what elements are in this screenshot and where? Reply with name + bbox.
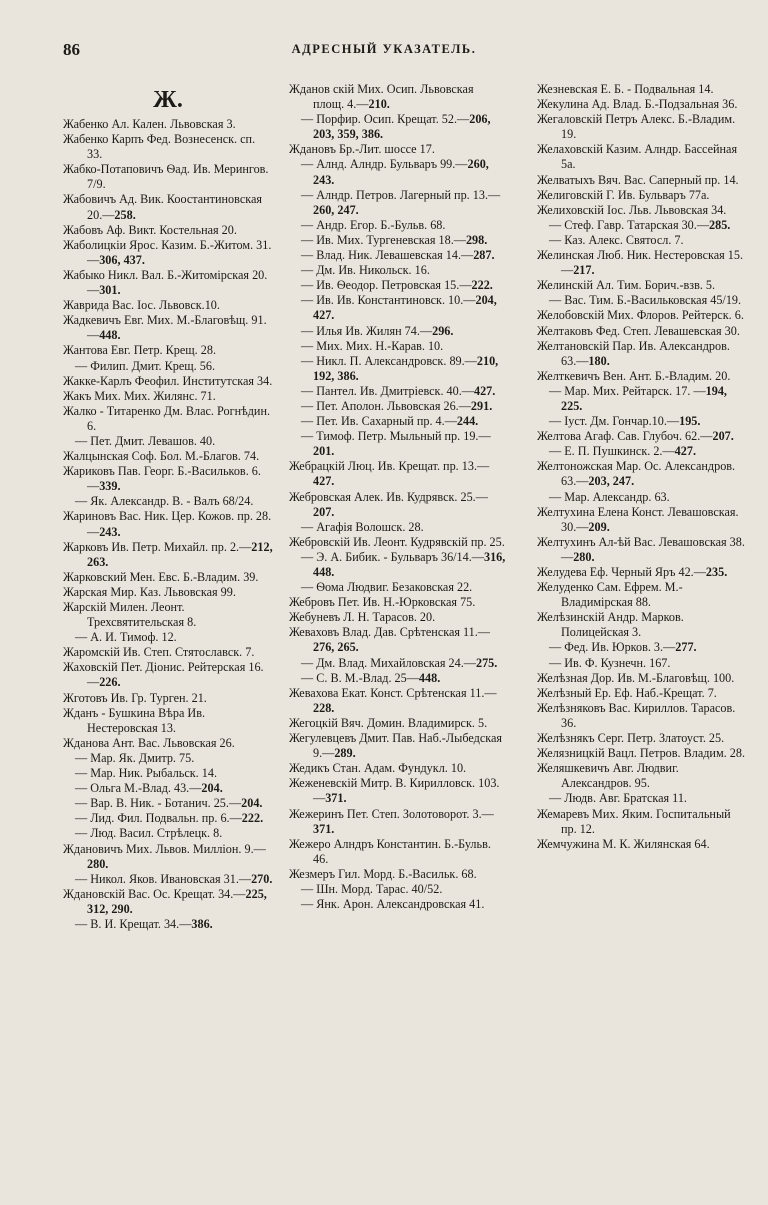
- entry-text: — Мар. Як. Дмитр. 75.: [75, 750, 195, 765]
- entry-phone-numbers: 260, 243.: [313, 157, 489, 187]
- directory-entry: [537, 459, 747, 489]
- directory-entry: [289, 837, 507, 867]
- directory-entry: [289, 776, 507, 806]
- entry-text: Жалко - Титаренко Дм. Влас. Рогнѣдин. 6.: [63, 403, 271, 433]
- entry-text: Жабовичъ Ад. Вик. Коостантиновская 20.—: [63, 192, 262, 222]
- directory-entry: [63, 691, 273, 706]
- entry-text: Жарская Мир. Каз. Львовская 99.: [63, 584, 236, 599]
- entry-phone-numbers: 228.: [313, 700, 335, 715]
- entry-text: Жадкевичъ Евг. Мих. М.-Благовѣщ. 91.—: [63, 313, 267, 343]
- directory-entry: [63, 404, 273, 434]
- directory-entry: [289, 278, 507, 293]
- directory-entry: [289, 761, 507, 776]
- directory-entry: [537, 218, 747, 233]
- entry-phone-numbers: 339.: [99, 479, 121, 494]
- entry-text: Жготовъ Ив. Гр. Турген. 21.: [63, 690, 207, 705]
- entry-text: Желтоножская Мар. Ос. Александров. 63.—: [537, 459, 736, 489]
- entry-text: Жабыко Никл. Вал. Б.-Житомiрская 20.—: [63, 267, 268, 298]
- directory-entry: [63, 509, 273, 539]
- entry-text: — Ольга М.-Влад. 43.—: [75, 781, 202, 796]
- directory-entry: [537, 837, 747, 852]
- entry-text: Желяшкевичъ Авг. Людвиг. Александров. 95.: [537, 761, 679, 791]
- directory-entry: [537, 384, 747, 414]
- entry-phone-numbers: 207.: [313, 504, 335, 519]
- entry-text: — Ив. Мих. Тургеневская 18.—: [301, 232, 466, 247]
- directory-entry: [63, 389, 273, 404]
- directory-entry: [537, 686, 747, 701]
- entry-phone-numbers: 203, 247.: [588, 474, 635, 489]
- entry-text: Жемаревъ Мих. Яким. Госпитальный пр. 12.: [537, 806, 731, 836]
- entry-text: Жариновъ Вас. Ник. Цер. Кожов. пр. 28.—: [63, 509, 272, 539]
- directory-entry: [63, 374, 273, 389]
- entry-text: — Шн. Морд. Тарас. 40/52.: [301, 881, 443, 896]
- directory-entry: [537, 188, 747, 203]
- directory-entry: [63, 826, 273, 841]
- entry-phone-numbers: 280.: [87, 856, 109, 871]
- entry-text: Жекулина Ад. Влад. Б.-Подзальная 36.: [537, 97, 738, 112]
- directory-entry: [289, 324, 507, 339]
- directory-entry: [63, 313, 273, 343]
- entry-text: Желуденко Сам. Ефрем. М.-Владимiрская 88.: [537, 580, 683, 610]
- entry-phone-numbers: 287.: [473, 248, 495, 263]
- directory-entry: [289, 671, 507, 686]
- entry-phone-numbers: 296.: [432, 323, 454, 338]
- entry-phone-numbers: 206, 203, 359, 386.: [313, 112, 491, 142]
- directory-entry: [63, 117, 273, 132]
- directory-entry: [63, 887, 273, 917]
- entry-phone-numbers: 371.: [313, 821, 335, 836]
- entry-text: Жаболицкiи Ярос. Казим. Б.-Житом. 31.—: [63, 237, 272, 267]
- directory-entry: [289, 384, 507, 399]
- directory-entry: [537, 203, 747, 218]
- entry-text: Жебровскiй Ив. Леонт. Кудрявскiй пр. 25.: [289, 534, 505, 549]
- entry-phone-numbers: 316, 448.: [313, 549, 506, 579]
- entry-text: — Лид. Фил. Подвальн. пр. 6.—: [75, 811, 242, 826]
- directory-entry: [289, 188, 507, 218]
- directory-entry: [289, 520, 507, 535]
- entry-text: Желѣзнякъ Серг. Петр. Златоуст. 25.: [537, 731, 725, 746]
- entry-text: — Агафiя Волошск. 28.: [301, 519, 424, 534]
- entry-text: — Янк. Арон. Александровская 41.: [301, 897, 485, 912]
- directory-entry: [63, 872, 273, 887]
- entry-text: Жезмеръ Гил. Морд. Б.-Васильк. 68.: [289, 866, 477, 881]
- entry-phone-numbers: 276, 265.: [313, 640, 359, 655]
- directory-entry: [289, 580, 507, 595]
- directory-entry: [63, 751, 273, 766]
- entry-phone-numbers: 270.: [251, 871, 273, 886]
- entry-text: Желѣзный Ер. Еф. Наб.-Крещат. 7.: [537, 685, 717, 700]
- directory-entry: [63, 434, 273, 449]
- entry-text: — Алндр. Петров. Лагерный пр. 13.—: [301, 187, 501, 202]
- entry-text: Жебуневъ Л. Н. Тарасов. 20.: [289, 610, 436, 625]
- entry-text: Жакъ Мих. Мих. Жилянс. 71.: [63, 388, 216, 403]
- page-header: [0, 40, 768, 60]
- entry-text: Желткевичъ Вен. Ант. Б.-Владим. 20.: [537, 368, 731, 383]
- entry-text: Жабко-Потаповичъ Ѳад. Ив. Мерингов. 7/9.: [63, 162, 269, 192]
- directory-entry: [289, 157, 507, 187]
- directory-entry: [537, 791, 747, 806]
- entry-text: — Пет. Ив. Сахарный пр. 4.—: [301, 414, 457, 429]
- directory-entry: [289, 610, 507, 625]
- directory-entry: [63, 162, 273, 192]
- directory-entry: [289, 354, 507, 384]
- entry-text: Желтухинъ Ал-ѣй Вас. Левашовская 38.—: [537, 534, 745, 564]
- directory-entry: [537, 565, 747, 580]
- entry-text: Жебровъ Пет. Ив. Н.-Юрковская 75.: [289, 595, 476, 610]
- entry-text: — В. И. Крещат. 34.—: [75, 916, 192, 931]
- entry-phone-numbers: 212, 263.: [87, 539, 273, 569]
- directory-entry: [63, 132, 273, 162]
- entry-text: — Никол. Яков. Ивановская 31.—: [75, 871, 252, 886]
- entry-text: — Мих. Мих. Н.-Карав. 10.: [301, 338, 444, 353]
- entry-text: Жемчужина М. К. Жилянская 64.: [537, 836, 710, 851]
- directory-entry: [537, 731, 747, 746]
- directory-entry: [537, 807, 747, 837]
- directory-entry: [63, 585, 273, 600]
- entry-phone-numbers: 217.: [573, 263, 595, 278]
- directory-entry: [537, 308, 747, 323]
- directory-entry: [289, 218, 507, 233]
- entry-phone-numbers: 386.: [191, 916, 213, 931]
- entry-text: Желаховскiй Казим. Алндр. Бассейная 5а.: [537, 142, 738, 172]
- directory-entry: [63, 917, 273, 932]
- page-number: 86: [63, 40, 80, 59]
- entry-phone-numbers: 207.: [712, 429, 734, 444]
- entry-phone-numbers: 204.: [241, 796, 263, 811]
- directory-entry: [289, 686, 507, 716]
- entry-phone-numbers: 222.: [241, 811, 264, 826]
- directory-entry: [289, 550, 507, 580]
- entry-text: Жегулевцевъ Дмит. Пав. Наб.-Лыбедская 9.—: [289, 731, 502, 761]
- entry-text: — Тимоф. Петр. Мыльный пр. 19.—: [301, 429, 491, 444]
- entry-text: — Пет. Дмит. Левашов. 40.: [75, 433, 216, 448]
- entry-text: — Илья Ив. Жилян 74.—: [301, 323, 433, 338]
- entry-text: — Iуст. Дм. Гончар.10.—: [549, 414, 680, 429]
- entry-text: Ждановичъ Мих. Львов. Миллiон. 9.—: [63, 841, 266, 856]
- entry-phone-numbers: 289.: [334, 746, 356, 761]
- directory-entry: [289, 414, 507, 429]
- entry-text: Жариковъ Пав. Георг. Б.-Васильков. 6.—: [63, 464, 261, 494]
- entry-phone-numbers: 448.: [99, 328, 121, 343]
- directory-entry: [289, 656, 507, 671]
- entry-text: Желинскiй Ал. Тим. Борич.-взв. 5.: [537, 278, 716, 293]
- entry-text: Жаромскiй Ив. Степ. Стятославск. 7.: [63, 645, 255, 660]
- directory-entry: [289, 716, 507, 731]
- directory-entry: [537, 444, 747, 459]
- directory-entry: [537, 535, 747, 565]
- entry-text: — Каз. Алекс. Святосл. 7.: [549, 232, 684, 247]
- entry-text: Жданова Ант. Вас. Львовская 26.: [63, 735, 235, 750]
- directory-entry: [537, 142, 747, 172]
- entry-text: Жарковский Мен. Евс. Б.-Владим. 39.: [63, 569, 259, 584]
- directory-entry: [537, 580, 747, 610]
- entry-phone-numbers: 180.: [588, 353, 610, 368]
- entry-text: — Алнд. Алндр. Бульваръ 99.—: [301, 157, 468, 172]
- entry-text: — Мар. Ник. Рыбальск. 14.: [75, 766, 217, 781]
- directory-entry: [63, 781, 273, 796]
- entry-phone-numbers: 427.: [473, 383, 496, 398]
- entry-phone-numbers: 427.: [313, 474, 335, 489]
- entry-text: Жарковъ Ив. Петр. Михайл. пр. 2.—: [63, 539, 252, 554]
- directory-entry: [289, 807, 507, 837]
- directory-entry: [289, 731, 507, 761]
- entry-text: — Мар. Мих. Рейтарск. 17. —: [549, 383, 706, 398]
- entry-phone-numbers: 201.: [313, 444, 335, 459]
- entry-phone-numbers: 194, 225.: [561, 383, 727, 413]
- entry-text: Желобовскiй Мих. Флоров. Рейтерск. 6.: [537, 308, 744, 323]
- entry-text: — Вас. Тим. Б.-Васильковская 45/19.: [549, 293, 742, 308]
- directory-entry: [289, 490, 507, 520]
- entry-text: Жегоцкiй Вяч. Домин. Владимирск. 5.: [289, 715, 488, 730]
- column-3: [537, 82, 747, 852]
- directory-entry: [537, 490, 747, 505]
- entry-text: Жаховскiй Пет. Дiонис. Рейтерская 16.—: [63, 660, 264, 690]
- entry-text: — Мар. Александр. 63.: [549, 489, 670, 504]
- directory-entry: [537, 369, 747, 384]
- entry-text: Желѣзинскiй Андр. Марков. Полицейская 3.: [537, 610, 684, 640]
- entry-phone-numbers: 260, 247.: [313, 202, 359, 217]
- directory-entry: [537, 640, 747, 655]
- directory-entry: [289, 459, 507, 489]
- entry-text: Желтухина Елена Конст. Левашовская. 30.—: [537, 504, 739, 534]
- entry-text: Жегаловскiй Петръ Алекс. Б.-Владим. 19.: [537, 112, 736, 142]
- entry-text: — Як. Александр. В. - Валъ 68/24.: [75, 494, 254, 509]
- entry-text: — Андр. Егор. Б.-Бульв. 68.: [301, 217, 446, 232]
- directory-entry: [289, 339, 507, 354]
- entry-text: Ждановъ Бр.-Лит. шоссе 17.: [289, 142, 435, 157]
- entry-text: — Ив. Ѳеодор. Петровская 15.—: [301, 278, 472, 293]
- entry-text: Жебровская Алек. Ив. Кудрявск. 25.—: [289, 489, 488, 504]
- directory-entry: [537, 339, 747, 369]
- entry-phone-numbers: 301.: [99, 283, 121, 298]
- directory-entry: [63, 842, 273, 872]
- section-letter: Ж.: [153, 87, 183, 113]
- entry-text: — А. И. Тимоф. 12.: [75, 630, 177, 645]
- entry-text: Жабенко Карпъ Фед. Вознесенск. сп. 33.: [63, 132, 256, 162]
- entry-text: — Вар. В. Ник. - Ботанич. 25.—: [75, 796, 242, 811]
- directory-entry: [537, 656, 747, 671]
- directory-entry: [537, 324, 747, 339]
- entry-text: Желѣзная Дор. Ив. М.-Благовѣщ. 100.: [537, 670, 735, 685]
- entry-text: Жалцынская Соф. Бол. М.-Благов. 74.: [63, 449, 260, 464]
- directory-entry: [63, 359, 273, 374]
- entry-phone-numbers: 226.: [99, 675, 121, 690]
- running-title: АДРЕСНЫЙ УКАЗАТЕЛЬ.: [291, 42, 477, 56]
- entry-text: — Ив. Ф. Кузнечн. 167.: [549, 655, 671, 670]
- entry-phone-numbers: 427.: [674, 444, 696, 459]
- entry-text: — С. В. М.-Влад. 25—: [301, 670, 419, 685]
- directory-entry: [289, 429, 507, 459]
- entry-text: Желязницкiй Вацл. Петров. Владим. 28.: [537, 746, 745, 761]
- entry-text: Жевахова Екат. Конст. Срѣтенская 11.—: [289, 685, 497, 700]
- entry-text: Жезневская Е. Б. - Подвальная 14.: [537, 82, 714, 96]
- directory-entry: [537, 746, 747, 761]
- entry-text: Желтановскiй Пар. Ив. Александров. 63.—: [537, 338, 730, 368]
- directory-entry: [289, 595, 507, 610]
- directory-entry: [537, 671, 747, 686]
- entry-phone-numbers: 222.: [471, 278, 493, 293]
- entry-phone-numbers: 210.: [368, 97, 390, 112]
- entry-text: — Дм. Ив. Никольск. 16.: [301, 263, 430, 278]
- directory-entry: [289, 625, 507, 655]
- directory-entry: [289, 535, 507, 550]
- directory-entry: [63, 736, 273, 751]
- directory-entry: [537, 701, 747, 731]
- directory-entry: [537, 761, 747, 791]
- directory-entry: [63, 223, 273, 238]
- directory-entry: [289, 248, 507, 263]
- column-1: [63, 86, 273, 932]
- entry-text: Жеженевскiй Митр. В. Кирилловск. 103.—: [289, 776, 500, 806]
- directory-entry: [63, 298, 273, 313]
- entry-phone-numbers: 204, 427.: [313, 293, 497, 323]
- directory-entry: [537, 112, 747, 142]
- directory-entry: [537, 278, 747, 293]
- entry-text: Желиговскiй Г. Ив. Бульваръ 77а.: [537, 187, 710, 202]
- entry-text: — Ѳома Людвиг. Безаковская 22.: [301, 580, 473, 595]
- entry-phone-numbers: 244.: [456, 414, 479, 429]
- directory-entry: [537, 173, 747, 188]
- directory-entry: [537, 414, 747, 429]
- entry-text: — Влад. Ник. Левашевская 14.—: [301, 248, 474, 263]
- directory-entry: [63, 540, 273, 570]
- entry-text: Ждановскiй Вас. Ос. Крещат. 34.—: [63, 886, 246, 901]
- directory-entry: [63, 706, 273, 736]
- entry-text: — Порфир. Осип. Крещат. 52.—: [301, 112, 470, 127]
- entry-phone-numbers: 291.: [470, 398, 493, 413]
- entry-phone-numbers: 204.: [201, 781, 223, 796]
- entry-text: Жабовъ Аф. Викт. Костельная 20.: [63, 222, 237, 237]
- entry-text: Жабенко Ал. Кален. Львовская 3.: [63, 117, 236, 131]
- entry-phone-numbers: 448.: [418, 670, 441, 685]
- directory-entry: [63, 238, 273, 268]
- directory-entry: [63, 449, 273, 464]
- directory-entry: [289, 263, 507, 278]
- directory-entry: [63, 570, 273, 585]
- entry-text: Жарскiй Милен. Леонт. Трехсвятительская 8.: [63, 600, 197, 630]
- entry-text: — Э. А. Бибик. - Бульваръ 36/14.—: [301, 549, 484, 564]
- directory-entry: [63, 464, 273, 494]
- directory-entry: [537, 97, 747, 112]
- directory-entry: [63, 796, 273, 811]
- entry-text: Желѣзняковъ Вас. Кириллов. Тарасов. 36.: [537, 700, 736, 730]
- entry-text: Желудева Еф. Черный Яръ 42.—: [537, 565, 706, 579]
- entry-text: Желиховскiй Iос. Льв. Львовская 34.: [537, 202, 727, 217]
- entry-text: Жаврида Вас. Iос. Львовск.10.: [63, 298, 220, 313]
- entry-phone-numbers: 210, 192, 386.: [313, 353, 499, 383]
- directory-entry: [63, 268, 273, 298]
- entry-phone-numbers: 371.: [325, 791, 347, 806]
- entry-phone-numbers: 225, 312, 290.: [87, 886, 267, 916]
- entry-text: — Пет. Аполон. Львовская 26.—: [301, 398, 471, 413]
- directory-entry: [289, 142, 507, 157]
- entry-text: Жежеро Алндръ Константин. Б.-Бульв. 46.: [289, 836, 491, 866]
- entry-text: — Филип. Дмит. Крещ. 56.: [75, 358, 216, 373]
- entry-text: — Люд. Васил. Стрѣлецк. 8.: [75, 826, 223, 841]
- directory-entry: [289, 867, 507, 882]
- entry-text: Жежеринъ Пет. Степ. Золотоворот. 3.—: [289, 806, 494, 821]
- column-2: [289, 82, 507, 912]
- entry-phone-numbers: 258.: [114, 207, 136, 222]
- directory-entry: [289, 897, 507, 912]
- entry-phone-numbers: 195.: [679, 414, 701, 429]
- entry-text: Жедикъ Стан. Адам. Фундукл. 10.: [289, 761, 467, 776]
- directory-entry: [289, 882, 507, 897]
- entry-phone-numbers: 280.: [573, 549, 595, 564]
- directory-entry: [537, 429, 747, 444]
- entry-phone-numbers: 298.: [465, 232, 488, 247]
- entry-text: Жданов скiй Мих. Осип. Львовская площ. 4.—: [289, 82, 474, 112]
- directory-entry: [289, 293, 507, 323]
- directory-entry: [63, 660, 273, 690]
- directory-entry: [63, 494, 273, 509]
- entry-text: — Ив. Ив. Константиновск. 10.—: [301, 293, 476, 308]
- directory-entry: [537, 82, 747, 97]
- entry-phone-numbers: 285.: [709, 217, 731, 232]
- directory-entry: [289, 82, 507, 112]
- entry-text: Желинская Люб. Ник. Нестеровская 15.—: [537, 248, 744, 278]
- entry-text: — Фед. Ив. Юрков. 3.—: [549, 640, 676, 655]
- entry-phone-numbers: 306, 437.: [99, 252, 145, 267]
- entry-phone-numbers: 277.: [675, 640, 697, 655]
- entry-text: — Е. П. Пушкинск. 2.—: [549, 444, 675, 459]
- entry-text: Желтаковъ Фед. Степ. Левашевская 30.: [537, 323, 740, 338]
- entry-phone-numbers: 209.: [588, 519, 610, 534]
- entry-text: Жантова Евг. Петр. Крещ. 28.: [63, 343, 216, 358]
- entry-text: Жеваховъ Влад. Дав. Срѣтенская 11.—: [289, 625, 490, 640]
- directory-entry: [289, 112, 507, 142]
- directory-entry: [537, 293, 747, 308]
- directory-entry: [63, 645, 273, 660]
- entry-phone-numbers: 275.: [475, 655, 498, 670]
- directory-entry: [63, 343, 273, 358]
- entry-text: Жданъ - Бушкина Вѣра Ив. Нестеровская 13.: [63, 705, 206, 735]
- directory-entry: [537, 610, 747, 640]
- entry-text: Желватыхъ Вяч. Вас. Саперный пр. 14.: [537, 172, 739, 187]
- directory-entry: [63, 766, 273, 781]
- directory-entry: [63, 600, 273, 630]
- entry-text: — Пантел. Ив. Дмитрiевск. 40.—: [301, 383, 474, 398]
- entry-text: — Стеф. Гавр. Татарская 30.—: [549, 217, 710, 232]
- directory-entry: [537, 248, 747, 278]
- directory-entry: [537, 233, 747, 248]
- directory-entry: [537, 505, 747, 535]
- entry-text: Жебрацкiй Люц. Ив. Крещат. пр. 13.—: [289, 459, 490, 474]
- entry-phone-numbers: 235.: [705, 565, 728, 579]
- entry-text: — Людв. Авг. Братская 11.: [549, 791, 687, 806]
- entry-text: Жакке-Карлъ Феофил. Институтская 34.: [63, 373, 273, 388]
- directory-entry: [63, 811, 273, 826]
- directory-entry: [289, 233, 507, 248]
- directory-entry: [63, 630, 273, 645]
- entry-text: — Никл. П. Александровск. 89.—: [301, 353, 477, 368]
- entry-text: Желтова Агаф. Сав. Глубоч. 62.—: [537, 429, 713, 444]
- entry-phone-numbers: 243.: [99, 524, 121, 539]
- directory-entry: [289, 399, 507, 414]
- directory-entry: [63, 192, 273, 222]
- entry-text: — Дм. Влад. Михайловская 24.—: [301, 655, 476, 670]
